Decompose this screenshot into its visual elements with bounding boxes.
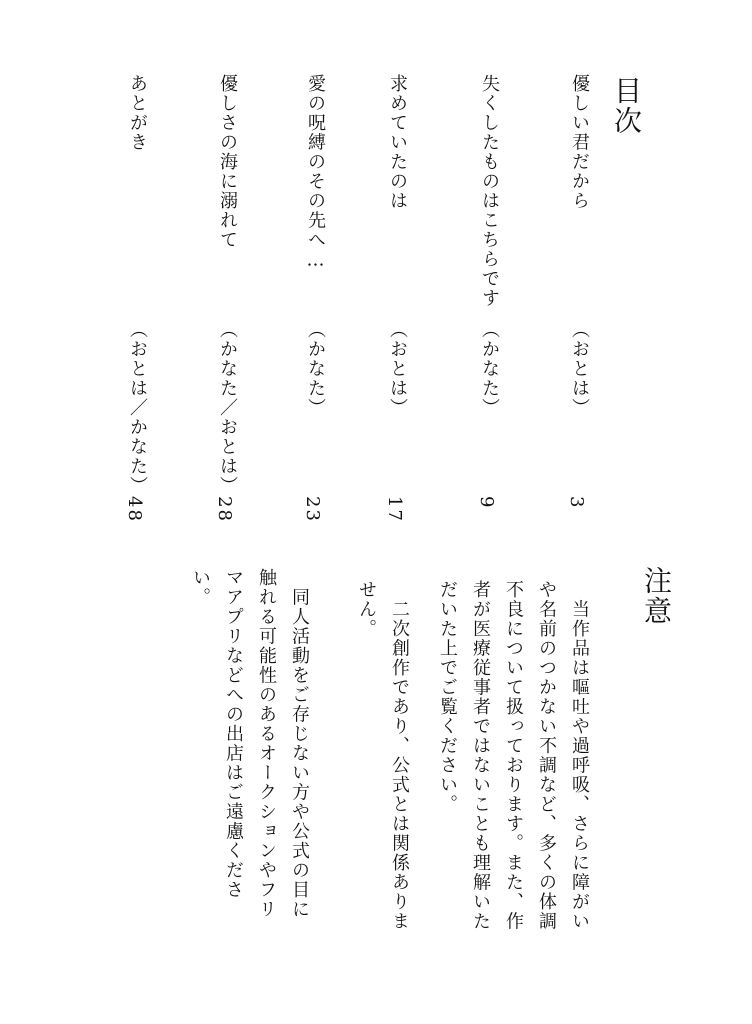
toc-entry-title: 求めていたのは	[387, 74, 408, 211]
notice-paragraph: 二次創作であり、公式とは関係ありません。	[356, 580, 410, 931]
toc-heading: 目次	[610, 76, 643, 136]
notice-paragraph: 当作品は嘔吐や過呼吸、さらに障がいや名前のつかない不調など、多くの体調不良について扱っております。また、作者が医療従事者ではないことも理解いただいた上でご覧ください。	[437, 580, 590, 931]
toc-entry-author: （かなた）	[305, 320, 326, 418]
toc-entry-title: あとがき	[127, 74, 148, 152]
notice-heading: 注意	[640, 566, 673, 626]
toc-entry-title: 優しい君だから	[569, 74, 590, 211]
toc-entry-page: 9	[476, 496, 497, 510]
notice-paragraph: 同人活動をご存じない方や公式の目に触れる可能性のあるオークションやフリマアプリなどへの出店はご遠慮ください。	[190, 568, 310, 919]
toc-entry-title: 失くしたものはこちらです	[479, 74, 500, 308]
toc-entry-author: （おとは）	[387, 320, 408, 418]
toc-entry-title: 優しさの海に溺れて	[217, 74, 238, 250]
toc-entry-author: （おとは／かなた）	[127, 320, 148, 496]
toc-entry-author: （おとは）	[569, 320, 590, 418]
toc-entry-page: 3	[566, 496, 587, 510]
toc-entry-page: 23	[302, 496, 323, 523]
toc-entry-author: （かなた）	[479, 320, 500, 418]
toc-entry-page: 17	[384, 496, 405, 523]
toc-entry-author: （かなた／おとは）	[217, 320, 238, 496]
toc-entry-page: 48	[124, 496, 145, 523]
toc-entry-page: 28	[214, 496, 235, 523]
toc-entry-title: 愛の呪縛のその先へ…	[305, 74, 326, 272]
